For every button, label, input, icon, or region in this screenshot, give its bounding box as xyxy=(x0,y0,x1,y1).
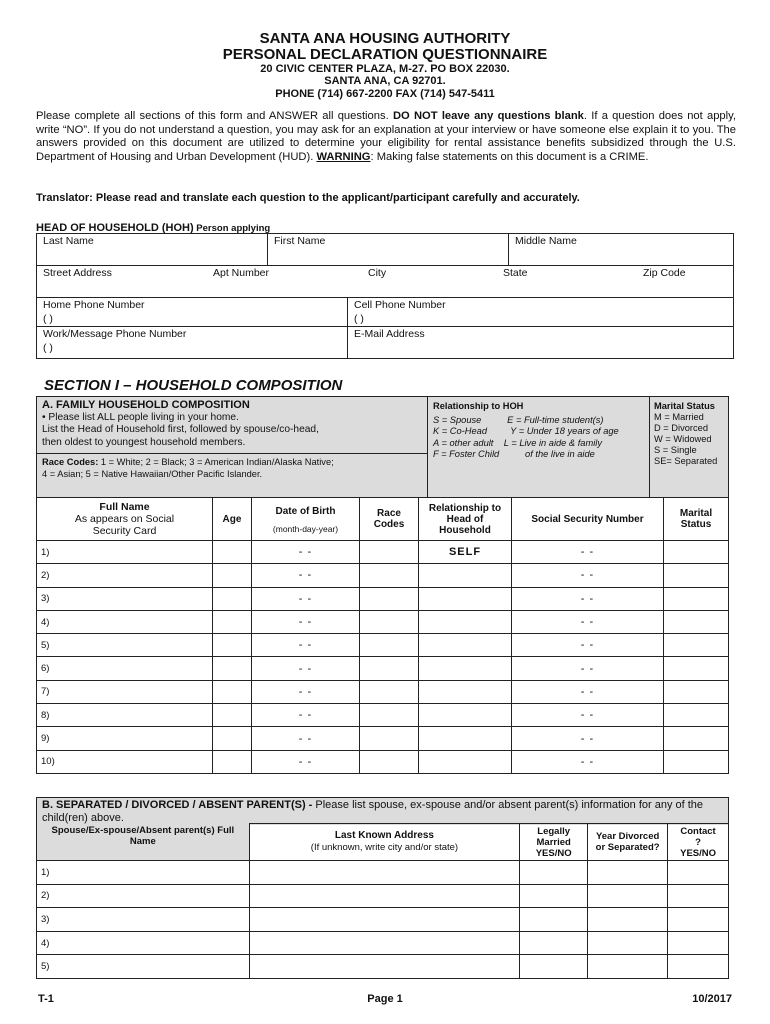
col-full-name-title: Full Name xyxy=(99,501,150,513)
home-phone-label: Home Phone Number xyxy=(43,299,145,311)
year-cell[interactable] xyxy=(588,955,668,979)
zip-field[interactable] xyxy=(637,266,734,298)
married-cell[interactable] xyxy=(520,931,588,955)
section-b-title xyxy=(37,798,729,826)
age-cell[interactable] xyxy=(213,541,252,564)
email-field[interactable] xyxy=(348,327,734,359)
race-codes-line2: 4 = Asian; 5 = Native Hawaiian/Other Pacific Islander. xyxy=(42,468,263,479)
row-number: 10) xyxy=(37,750,213,773)
ssn-cell[interactable]: - - xyxy=(512,541,664,564)
year-cell[interactable] xyxy=(588,931,668,955)
marital-legend xyxy=(650,397,729,498)
marital-cell[interactable] xyxy=(664,657,729,680)
footer-form-code: T-1 xyxy=(38,993,54,1005)
marital-legend-line: M = Married xyxy=(654,412,704,422)
section-a-instructions xyxy=(37,397,428,498)
relationship-legend-line: F = Foster Child of the live in aide xyxy=(433,449,595,459)
row-number: 6) xyxy=(37,657,213,680)
street-label: Street Address xyxy=(43,267,112,279)
middle-name-field[interactable] xyxy=(509,234,734,266)
age-cell[interactable] xyxy=(213,750,252,773)
section-a-line3: then oldest to youngest household members. xyxy=(42,436,246,448)
dob-cell[interactable]: - - xyxy=(252,541,360,564)
marital-legend-title: Marital Status xyxy=(654,401,715,411)
instructions-bold: DO NOT leave any questions blank xyxy=(392,110,584,122)
marital-cell[interactable] xyxy=(664,727,729,750)
relationship-legend-title: Relationship to HOH xyxy=(433,401,524,411)
authority-name: SANTA ANA HOUSING AUTHORITY xyxy=(259,30,511,47)
col-dob-title: Date of Birth xyxy=(275,506,336,517)
address-line-1: 20 CIVIC CENTER PLAZA, M-27. PO BOX 22030. xyxy=(260,63,510,75)
row-number: 7) xyxy=(37,680,213,703)
parent-name-cell[interactable]: 3) xyxy=(37,908,250,932)
table-row xyxy=(37,634,729,657)
dob-cell[interactable]: - - xyxy=(252,610,360,633)
dob-cell[interactable]: - - xyxy=(252,587,360,610)
section-b-header xyxy=(36,797,729,825)
col-relationship: Relationship to Head of Household xyxy=(419,498,512,541)
relationship-cell[interactable] xyxy=(419,610,512,633)
col-year: Year Divorced or Separated? xyxy=(588,824,668,861)
row-number: 9) xyxy=(37,727,213,750)
marital-cell[interactable] xyxy=(664,587,729,610)
address-cell[interactable] xyxy=(249,955,520,979)
race-cell[interactable] xyxy=(360,750,419,773)
marital-legend-line: D = Divorced xyxy=(654,423,708,433)
work-phone-label: Work/Message Phone Number xyxy=(43,328,187,340)
parent-name-cell[interactable]: 1) xyxy=(37,861,250,885)
married-cell[interactable] xyxy=(520,955,588,979)
cell-phone-field[interactable] xyxy=(348,298,734,327)
contact-cell[interactable] xyxy=(668,931,729,955)
ssn-cell[interactable]: - - xyxy=(512,704,664,727)
ssn-cell[interactable]: - - xyxy=(512,564,664,587)
row-number: 3) xyxy=(37,587,213,610)
contact-cell[interactable] xyxy=(668,884,729,908)
marital-legend-line: SE= Separated xyxy=(654,456,718,466)
age-cell[interactable] xyxy=(213,610,252,633)
marital-cell[interactable] xyxy=(664,704,729,727)
row-number: 2) xyxy=(37,564,213,587)
instructions xyxy=(36,110,736,164)
col-married: Legally Married YES/NO xyxy=(520,824,588,861)
col-address xyxy=(249,824,520,861)
race-cell[interactable] xyxy=(360,610,419,633)
address-cell[interactable] xyxy=(249,908,520,932)
table-row xyxy=(37,750,729,773)
col-ssn: Social Security Number xyxy=(512,498,664,541)
phone-fax: PHONE (714) 667-2200 FAX (714) 547-5411 xyxy=(275,88,495,100)
race-cell[interactable] xyxy=(360,727,419,750)
marital-legend-line: S = Single xyxy=(654,445,697,455)
age-cell[interactable] xyxy=(213,657,252,680)
age-cell[interactable] xyxy=(213,564,252,587)
dob-cell[interactable]: - - xyxy=(252,564,360,587)
section-1-title: SECTION I – HOUSEHOLD COMPOSITION xyxy=(44,377,343,394)
row-number: 5) xyxy=(37,634,213,657)
relationship-cell[interactable] xyxy=(419,680,512,703)
hoh-phone-table xyxy=(36,297,734,359)
apt-field[interactable] xyxy=(207,266,362,298)
race-cell[interactable] xyxy=(360,564,419,587)
home-phone-field[interactable] xyxy=(37,298,348,327)
table-row xyxy=(37,541,729,564)
hoh-address-table xyxy=(36,265,734,298)
relationship-cell[interactable] xyxy=(419,564,512,587)
relationship-cell[interactable] xyxy=(419,587,512,610)
instructions-part3: : Making false statements on this document is a CRIME. xyxy=(370,150,649,163)
race-cell[interactable] xyxy=(360,634,419,657)
year-cell[interactable] xyxy=(588,884,668,908)
contact-cell[interactable] xyxy=(668,908,729,932)
relationship-cell[interactable] xyxy=(419,750,512,773)
first-name-field[interactable] xyxy=(268,234,509,266)
row-number: 1) xyxy=(37,541,213,564)
ssn-cell[interactable]: - - xyxy=(512,587,664,610)
household-table xyxy=(36,497,729,774)
city-field[interactable] xyxy=(362,266,497,298)
race-codes-line1: 1 = White; 2 = Black; 3 = American Indian/Alaska Native; xyxy=(98,457,334,467)
race-cell[interactable] xyxy=(360,657,419,680)
translator-note: Translator: Please read and translate each question to the applicant/participant carefully and accurately. xyxy=(36,192,580,204)
col-full-name-sub2: Security Card xyxy=(92,525,157,537)
dob-cell[interactable]: - - xyxy=(252,704,360,727)
col-dob-sub: (month-day-year) xyxy=(272,524,339,534)
section-a-line2: List the Head of Household first, followed by spouse/co-head, xyxy=(42,424,319,435)
relationship-cell[interactable] xyxy=(419,634,512,657)
col-full-name xyxy=(37,498,213,541)
form-title: PERSONAL DECLARATION QUESTIONNAIRE xyxy=(222,46,548,63)
race-codes-label: Race Codes: xyxy=(42,457,99,467)
relationship-legend-line: K = Co-Head Y = Under 18 years of age xyxy=(433,426,619,436)
relationship-cell[interactable] xyxy=(419,657,512,680)
ssn-cell[interactable]: - - xyxy=(512,634,664,657)
cell-phone-label: Cell Phone Number xyxy=(354,299,446,311)
race-cell[interactable] xyxy=(360,704,419,727)
marital-cell[interactable] xyxy=(664,634,729,657)
last-name-label: Last Name xyxy=(43,235,94,247)
marital-cell[interactable] xyxy=(664,541,729,564)
table-row xyxy=(37,564,729,587)
marital-cell[interactable] xyxy=(664,610,729,633)
year-cell[interactable] xyxy=(588,908,668,932)
contact-cell[interactable] xyxy=(668,861,729,885)
col-dob xyxy=(252,498,360,541)
marital-legend-line: W = Widowed xyxy=(654,434,712,444)
table-row xyxy=(37,931,729,955)
section-a-title: A. FAMILY HOUSEHOLD COMPOSITION xyxy=(42,399,250,411)
apt-label: Apt Number xyxy=(213,267,270,279)
relationship-legend-line: A = other adult L = Live in aide & family xyxy=(433,437,602,448)
section-a-bullet: • Please list ALL people living in your home. xyxy=(42,411,239,423)
table-row xyxy=(37,955,729,979)
relationship-cell[interactable] xyxy=(419,704,512,727)
race-cell[interactable] xyxy=(360,680,419,703)
col-address-title: Last Known Address xyxy=(334,830,434,841)
address-cell[interactable] xyxy=(249,884,520,908)
ssn-cell[interactable]: - - xyxy=(512,657,664,680)
work-phone-field[interactable] xyxy=(37,327,348,359)
state-field[interactable] xyxy=(497,266,637,298)
contact-cell[interactable] xyxy=(668,955,729,979)
instructions-part1: Please complete all sections of this form and ANSWER all questions. xyxy=(36,110,389,122)
work-phone-paren: ( ) xyxy=(43,342,53,354)
state-label: State xyxy=(503,267,528,279)
married-cell[interactable] xyxy=(520,861,588,885)
age-cell[interactable] xyxy=(213,727,252,750)
parent-name-cell[interactable]: 5) xyxy=(37,955,250,979)
ssn-cell[interactable]: - - xyxy=(512,610,664,633)
ssn-cell[interactable]: - - xyxy=(512,680,664,703)
address-line-2: SANTA ANA, CA 92701. xyxy=(324,75,446,87)
col-address-sub: (If unknown, write city and/or state) xyxy=(310,842,459,853)
age-cell[interactable] xyxy=(213,680,252,703)
zip-label: Zip Code xyxy=(643,267,686,279)
table-row xyxy=(37,861,729,885)
city-label: City xyxy=(368,267,387,279)
ssn-cell[interactable]: - - xyxy=(512,750,664,773)
age-cell[interactable] xyxy=(213,587,252,610)
col-age: Age xyxy=(213,498,252,541)
table-row xyxy=(37,884,729,908)
col-full-name-sub1: As appears on Social xyxy=(74,513,175,525)
age-cell[interactable] xyxy=(213,634,252,657)
hoh-name-table xyxy=(36,233,734,266)
table-row xyxy=(37,680,729,703)
warning-label: WARNING xyxy=(316,150,371,163)
first-name-label: First Name xyxy=(274,235,326,247)
footer-date: 10/2017 xyxy=(692,993,732,1005)
dob-cell[interactable]: - - xyxy=(252,727,360,750)
dob-cell[interactable]: - - xyxy=(252,657,360,680)
footer-page-number: Page 1 xyxy=(367,993,403,1005)
married-cell[interactable] xyxy=(520,908,588,932)
hoh-title-text: HEAD OF HOUSEHOLD (HOH) xyxy=(36,222,194,234)
table-row xyxy=(37,657,729,680)
absent-parent-table xyxy=(36,823,729,979)
ssn-cell[interactable]: - - xyxy=(512,727,664,750)
dob-cell[interactable]: - - xyxy=(252,680,360,703)
col-race: Race Codes xyxy=(360,498,419,541)
section-b-title-bold: B. SEPARATED / DIVORCED / ABSENT PARENT(S) - xyxy=(42,799,313,811)
parent-name-cell[interactable]: 4) xyxy=(37,931,250,955)
relationship-legend-line: S = Spouse E = Full-time student(s) xyxy=(433,414,604,425)
relationship-cell[interactable] xyxy=(419,727,512,750)
section-b-title-rest: Please list spouse, ex-spouse and/or absent parent(s) information for any of the child(ren) above. xyxy=(42,799,704,824)
dob-cell[interactable]: - - xyxy=(252,750,360,773)
race-cell[interactable] xyxy=(360,587,419,610)
race-codes xyxy=(37,453,427,480)
race-cell[interactable] xyxy=(360,541,419,564)
address-cell[interactable] xyxy=(249,861,520,885)
section-a-info xyxy=(36,396,729,498)
table-row xyxy=(37,908,729,932)
cell-phone-paren: ( ) xyxy=(354,313,364,325)
married-cell[interactable] xyxy=(520,884,588,908)
marital-cell[interactable] xyxy=(664,680,729,703)
col-marital: Marital Status xyxy=(664,498,729,541)
parent-name-cell[interactable]: 2) xyxy=(37,884,250,908)
table-row xyxy=(37,727,729,750)
table-row xyxy=(37,587,729,610)
table-row xyxy=(37,704,729,727)
home-phone-paren: ( ) xyxy=(43,313,53,325)
age-cell[interactable] xyxy=(213,704,252,727)
email-label: E-Mail Address xyxy=(354,328,425,340)
last-name-field[interactable] xyxy=(37,234,268,266)
instructions-part2: . If a question does not apply, write “NO”. If you do not understand a question, you may ask for an explanation at your interview or have someone else explain it to you. The answers provided on this document are utilized to determine your eligibility for rental assistance benefits subsidized through the U.S. Department of Housing and Urban Development (HUD). xyxy=(36,110,737,163)
dob-cell[interactable]: - - xyxy=(252,634,360,657)
marital-cell[interactable] xyxy=(664,750,729,773)
marital-cell[interactable] xyxy=(664,564,729,587)
street-field[interactable] xyxy=(37,266,208,298)
row-number: 4) xyxy=(37,610,213,633)
table-row xyxy=(37,610,729,633)
address-cell[interactable] xyxy=(249,931,520,955)
col-parent-name: Spouse/Ex-spouse/Absent parent(s) Full Name xyxy=(37,824,250,861)
relationship-cell[interactable]: SELF xyxy=(419,541,512,564)
year-cell[interactable] xyxy=(588,861,668,885)
relationship-legend xyxy=(428,397,650,498)
row-number: 8) xyxy=(37,704,213,727)
hoh-subtitle: Person applying xyxy=(193,223,271,234)
middle-name-label: Middle Name xyxy=(515,235,577,247)
col-contact: Contact ? YES/NO xyxy=(668,824,729,861)
